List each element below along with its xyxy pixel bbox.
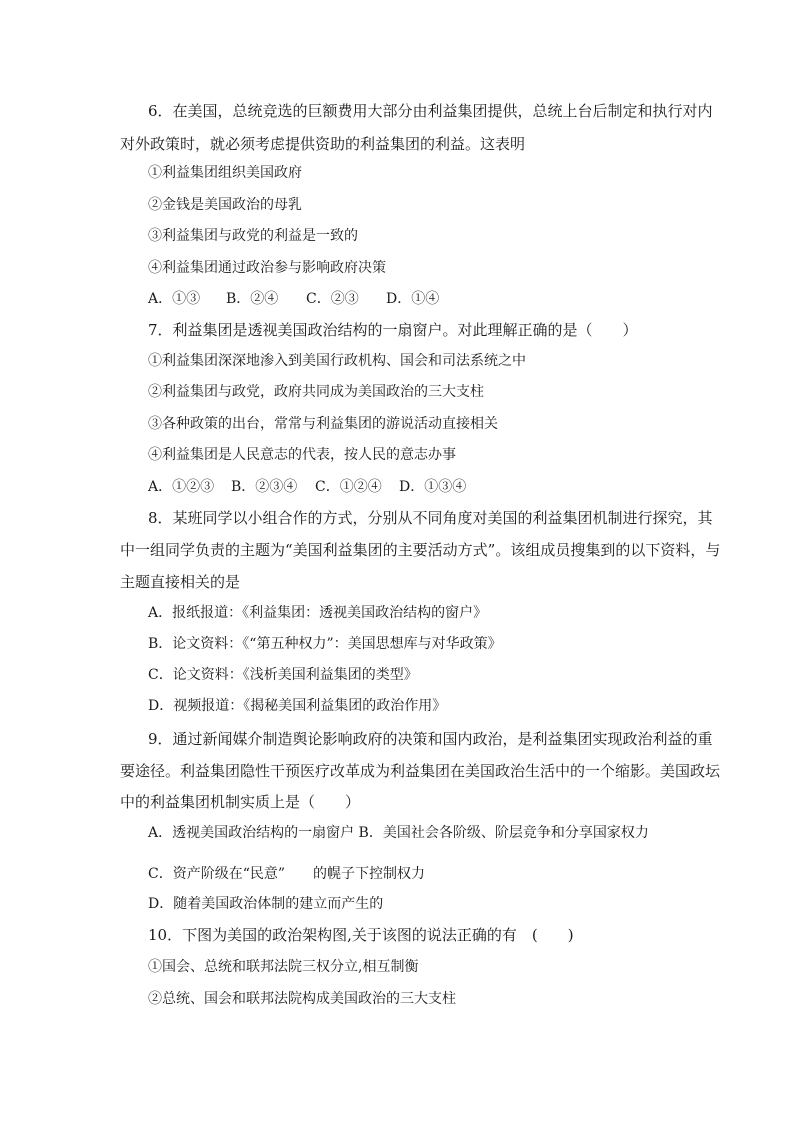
q8-stem-line2: 中一组同学负责的主题为“美国利益集团的主要活动方式”。该组成员搜集到的以下资料，与 <box>120 541 721 559</box>
q7-item-3: ③各种政策的出台，常常与利益集团的游说活动直接相关 <box>148 416 498 432</box>
q10-item-2: ②总统、国会和联邦法院构成美国政治的三大支柱 <box>148 991 456 1007</box>
q6-stem-line1: 6．在美国，总统竞选的巨额费用大部分由利益集团提供，总统上台后制定和执行对内 <box>148 102 713 120</box>
q9-option-c: C．资产阶级在“民意” 的幌子下控制权力 <box>148 866 426 882</box>
q6-choice-d: D．①④ <box>386 291 440 307</box>
q7-item-4: ④利益集团是人民意志的代表，按人民的意志办事 <box>148 447 456 463</box>
q6-choices <box>148 289 439 309</box>
q7-choice-b: B．②③④ <box>231 479 298 495</box>
q10-item-1: ①国会、总统和联邦法院三权分立,相互制衡 <box>148 959 419 975</box>
q10-stem-line1: 10．下图为美国的政治架构图,关于该图的说法正确的有 ( ) <box>148 926 574 944</box>
q6-choice-b: B．②④ <box>226 291 279 307</box>
q7-item-2: ②利益集团与政党，政府共同成为美国政治的三大支柱 <box>148 384 484 400</box>
q8-stem-line3: 主题直接相关的是 <box>120 573 241 591</box>
q7-stem-line1: 7．利益集团是透视美国政治结构的一扇窗户。对此理解正确的是（ ） <box>148 321 638 339</box>
q9-option-d: D．随着美国政治体制的建立而产生的 <box>148 896 384 912</box>
q6-choice-c: C．②③ <box>306 291 359 307</box>
q9-stem-line2: 要途径。利益集团隐性干预医疗改革成为利益集团在美国政治生活中的一个缩影。美国政坛 <box>120 762 721 780</box>
q6-choice-a: A．①③ <box>148 291 201 307</box>
q6-item-3: ③利益集团与政党的利益是一致的 <box>148 228 358 244</box>
q6-item-1: ①利益集团组织美国政府 <box>148 165 302 181</box>
q9-option-ab: A．透视美国政治结构的一扇窗户 B．美国社会各阶级、阶层竞争和分享国家权力 <box>148 825 649 841</box>
q7-choice-c: C．①②④ <box>315 479 382 495</box>
q8-stem-line1: 8．某班同学以小组合作的方式，分别从不同角度对美国的利益集团机制进行探究，其 <box>148 509 713 527</box>
q9-stem-line3: 中的利益集团机制实质上是（ ） <box>120 793 361 811</box>
q9-stem-line1: 9．通过新闻媒介制造舆论影响政府的决策和国内政治，是利益集团实现政治利益的重 <box>148 730 713 748</box>
q8-option-c: C．论文资料：《浅析美国利益集团的类型》 <box>148 667 418 683</box>
q7-choices <box>148 477 466 497</box>
q7-item-1: ①利益集团深深地渗入到美国行政机构、国会和司法系统之中 <box>148 353 526 369</box>
q6-stem-line2: 对外政策时，就必须考虑提供资助的利益集团的利益。这表明 <box>120 135 526 153</box>
q8-option-d: D．视频报道：《揭秘美国利益集团的政治作用》 <box>148 698 447 714</box>
q8-option-a: A．报纸报道：《利益集团：透视美国政治结构的窗户》 <box>148 605 488 621</box>
q6-item-2: ②金钱是美国政治的母乳 <box>148 197 302 213</box>
q7-choice-d: D．①③④ <box>399 479 467 495</box>
q7-choice-a: A．①②③ <box>148 479 215 495</box>
q8-option-b: B．论文资料：《“第五种权力”：美国思想库与对华政策》 <box>148 636 502 652</box>
q6-item-4: ④利益集团通过政治参与影响政府决策 <box>148 260 386 276</box>
